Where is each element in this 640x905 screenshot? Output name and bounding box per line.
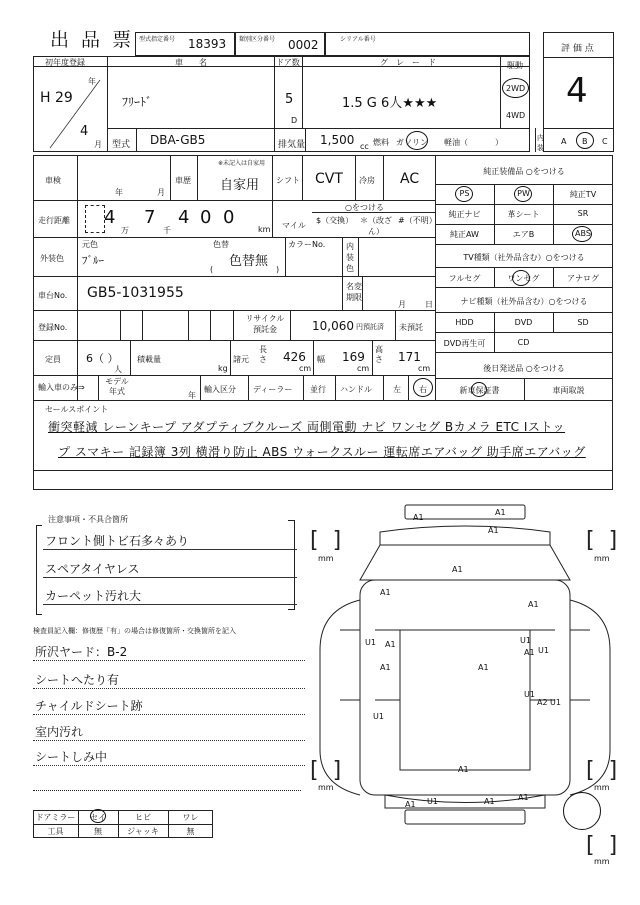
- shift-label: シフト: [276, 176, 300, 185]
- chassis-no: GB5-1031955: [87, 285, 184, 301]
- damage-mark: U1: [524, 690, 535, 699]
- damage-mark: A1: [385, 640, 396, 649]
- damage-mark: A1: [478, 663, 489, 672]
- handle-right: 右: [419, 385, 427, 394]
- damage-mark: A1: [484, 797, 495, 806]
- fuel-gas: ガソリン: [396, 138, 428, 147]
- note-2: スペアタイヤレス: [43, 560, 297, 578]
- len-value: 426: [283, 350, 306, 364]
- load-kg: kg: [218, 364, 228, 373]
- grade-points-label: 評 価 点: [561, 44, 594, 54]
- mileage-d4: 0: [200, 207, 212, 228]
- reg-label: 登録No.: [38, 323, 68, 332]
- dims-label: 諸元: [233, 355, 249, 364]
- damage-mark: A1: [495, 508, 506, 517]
- damage-mark: U1: [427, 797, 438, 806]
- first-reg-label: 初年度登録: [45, 58, 85, 67]
- damage-mark: A1: [413, 513, 424, 522]
- doors: 5: [285, 92, 294, 107]
- note-1: フロント側トビ石多々あり: [43, 532, 297, 550]
- width-value: 169: [342, 350, 365, 364]
- capacity-unit: 人: [114, 365, 122, 374]
- model-designation-label: 型式指定番号: [139, 36, 176, 43]
- handle-left: 左: [393, 385, 401, 394]
- car-name-label: 車 名: [175, 58, 207, 67]
- load-label: 積載量: [137, 355, 161, 364]
- color-label: 外装色: [40, 254, 64, 263]
- tools-label: 工具: [47, 827, 64, 836]
- damage-mark: A1: [488, 526, 499, 535]
- height-value: 171: [398, 350, 421, 364]
- later-warranty-circle: [471, 382, 487, 397]
- tire-rl-mm: mm: [318, 783, 334, 792]
- width-cm: cm: [357, 364, 370, 373]
- repaint-paren-close: ): [276, 265, 280, 274]
- equip-leather: 革シート: [507, 210, 540, 219]
- doors-label: ドア数: [276, 58, 300, 67]
- history-label: 車歴: [175, 176, 191, 185]
- later-manual: 車両取説: [552, 386, 585, 395]
- drive-label: 駆動: [507, 61, 523, 70]
- doors-sub: D: [291, 116, 298, 125]
- month: 4: [80, 124, 89, 139]
- equip-pw-circle: [514, 186, 532, 202]
- grade-label: グ レ ー ド: [380, 58, 436, 67]
- damage-mark: U1: [550, 698, 561, 707]
- era-year: H 29: [40, 90, 73, 106]
- grade-points-value: 4: [566, 71, 588, 111]
- tv-oneseg-circle: [512, 270, 530, 286]
- tire-fl-bracket: [ ]: [310, 528, 342, 553]
- damage-mark: A1: [458, 765, 469, 774]
- damage-mark: A1: [518, 793, 529, 802]
- repaint-paren-open: (: [210, 265, 214, 274]
- interior-a: A: [561, 137, 567, 146]
- inspector-2: シートへたり有: [33, 671, 305, 689]
- chassis-label: 車台No.: [38, 291, 68, 300]
- form-title: 出 品 票: [50, 29, 135, 51]
- history-value: 自家用: [220, 178, 260, 193]
- equip-title: 純正装備品 ○をつける: [483, 167, 565, 176]
- ac-value: AC: [400, 171, 420, 187]
- inspection-month-unit: 月: [157, 188, 165, 197]
- damage-mark: A1: [528, 600, 539, 609]
- tv-analog: アナログ: [567, 274, 599, 283]
- handle-right-circle: [413, 378, 433, 397]
- import-label: 輸入車のみ⇒: [38, 383, 85, 392]
- tv-full: フルセグ: [448, 274, 481, 283]
- mileage-u2: 千: [163, 226, 171, 235]
- interior-b: B: [582, 137, 588, 146]
- equip-tv: 純正TV: [569, 190, 597, 199]
- equip-ps: PS: [459, 189, 470, 198]
- sales-line-1: 衝突軽減 レーンキープ アダプティブクルーズ 両側電動 ナビ ワンセグ Bカメラ ETC Iストッ: [48, 420, 566, 434]
- len-cm: cm: [299, 364, 312, 373]
- mileage-u1: 万: [121, 226, 129, 235]
- drive-2wd: 2WD: [506, 84, 526, 93]
- height-cm: cm: [418, 364, 431, 373]
- damage-mark: A1: [452, 565, 463, 574]
- repaint-value: 色替無: [229, 254, 269, 269]
- interior-color-label: 内装色: [346, 242, 354, 273]
- name-change-day: 日: [425, 300, 433, 309]
- capacity-value: 6（ ）: [86, 352, 119, 365]
- navi-hdd: HDD: [455, 318, 474, 327]
- import-year-unit: 年: [188, 391, 196, 400]
- height-label: 高さ: [375, 345, 383, 364]
- equip-abs: ABS: [575, 229, 591, 238]
- later-warranty: 新車保証書: [459, 386, 500, 395]
- fuel-gas-circle: [406, 131, 428, 150]
- serial-label: シリアル番号: [340, 36, 376, 43]
- width-label: 幅: [317, 355, 325, 364]
- interior-b-circle: [576, 132, 594, 149]
- inspector-5: シートしみ中: [33, 748, 305, 766]
- import-type-label: 輸入区分: [204, 385, 236, 394]
- handle-label: ハンドル: [340, 385, 372, 394]
- mileage-d1: 4: [104, 207, 116, 228]
- tire-fr-bracket: [ ]: [586, 528, 618, 553]
- model-type: DBA-GB5: [150, 133, 206, 147]
- equip-aw: 純正AW: [450, 230, 479, 239]
- equip-abs-circle: [572, 226, 592, 242]
- navi-title: ナビ種類（社外品含む）○をつける: [460, 297, 588, 306]
- tire-fl-mm: mm: [318, 554, 334, 563]
- category-no: 0002: [288, 38, 319, 52]
- mileage-d2: 7: [144, 207, 156, 228]
- dvd-value: CD: [517, 338, 530, 347]
- mileage-digit-box-1: [85, 205, 105, 233]
- colorno-label: カラーNo.: [288, 240, 326, 249]
- inspector-1: 所沢ヤード：B-2: [33, 643, 305, 661]
- tv-title: TV種類（社外品含む）○をつける: [463, 253, 585, 262]
- history-note: ※未記入は自家用: [218, 160, 266, 167]
- crack-label: ヒビ: [135, 813, 151, 822]
- interior-label: 内装: [537, 134, 544, 152]
- mileage-label: 走行距離: [38, 216, 70, 225]
- year-unit: 年: [88, 77, 96, 86]
- mileage-km: km: [258, 225, 271, 234]
- equip-airbag: エアB: [512, 230, 535, 239]
- drive-2wd-circle: [502, 78, 529, 98]
- mileage-d3: 4: [178, 207, 190, 228]
- car-name: ﾌﾘｰﾄﾞ: [122, 95, 153, 109]
- tire-rr-mm: mm: [594, 783, 610, 792]
- damage-mark: A1: [380, 588, 391, 597]
- orig-color-label: 元色: [82, 240, 98, 249]
- mirror-label: ドアミラー: [35, 813, 76, 822]
- month-unit: 月: [94, 140, 102, 149]
- tv-oneseg: ワンセグ: [507, 274, 540, 283]
- grade: 1.5 G 6人★★★: [342, 96, 438, 111]
- cc-unit: cc: [360, 142, 369, 151]
- damage-mark: A1: [524, 648, 535, 657]
- mileage-circle-note: ○をつける: [345, 203, 384, 212]
- model-type-label: 型式: [112, 140, 131, 150]
- navi-sd: SD: [577, 318, 589, 327]
- damage-mark: U1: [538, 646, 549, 655]
- spare-bracket: [ ]: [586, 833, 618, 858]
- inspection-label: 車検: [45, 176, 61, 185]
- orig-color: ﾌﾞﾙｰ: [82, 254, 104, 267]
- interior-c: C: [602, 137, 608, 146]
- later-title: 後日発送品 ○をつける: [483, 364, 565, 373]
- recycle-label: リサイクル預託金: [245, 314, 285, 334]
- damage-mark: U1: [373, 712, 384, 721]
- serial-box: [325, 32, 530, 56]
- drive-4wd: 4WD: [506, 111, 526, 120]
- spare-tire: [563, 792, 601, 830]
- tire-rr-bracket: [ ]: [586, 758, 618, 783]
- spare-mm: mm: [594, 857, 610, 866]
- import-parallel: 並行: [310, 385, 326, 394]
- category-label: 類別区分番号: [239, 36, 276, 43]
- name-change-month: 月: [398, 300, 406, 309]
- fuel-diesel: 軽油（: [444, 138, 468, 147]
- mileage-unknown: #（不明）: [398, 216, 437, 225]
- import-dealer: ディーラー: [253, 385, 293, 394]
- mirror-value: セイ: [90, 813, 106, 822]
- len-label: 長さ: [259, 345, 267, 364]
- category-box: [235, 32, 325, 56]
- tire-fr-mm: mm: [594, 554, 610, 563]
- model-designation-no: 18393: [188, 37, 227, 51]
- sales-title: セールスポイント: [45, 405, 109, 414]
- inspector-4: 室内汚れ: [33, 723, 305, 741]
- repaint-label: 色替: [213, 240, 229, 249]
- navi-dvd: DVD: [514, 318, 533, 327]
- shift-value: CVT: [315, 171, 343, 187]
- equip-pw: PW: [517, 189, 530, 198]
- inspection-year-unit: 年: [115, 188, 123, 197]
- note-3: カーペット汚れ大: [43, 587, 297, 605]
- name-change-label: 名変期限: [346, 282, 362, 302]
- mileage-mile: マイル: [282, 221, 306, 230]
- model-year-label: モデル年式: [105, 377, 129, 396]
- equip-navi: 純正ナビ: [448, 210, 481, 219]
- fuel-label: 燃料: [373, 138, 389, 147]
- equip-ps-circle: [455, 186, 473, 202]
- jack-label: ジャッキ: [127, 827, 159, 836]
- recycle-unpaid: 未預託: [399, 323, 423, 332]
- jack-value: 無: [186, 827, 195, 836]
- recycle-value: 10,060: [312, 319, 354, 333]
- damage-mark: A1: [380, 663, 391, 672]
- mileage-exchange: $（交換）: [316, 216, 354, 225]
- inspector-title: 検査員記入欄：修復歴「有」の場合は修復箇所・交換箇所を記入: [33, 627, 236, 635]
- displacement-label: 排気量: [278, 140, 306, 150]
- mileage-modified: ＊（改ざん）: [360, 216, 392, 236]
- inspector-3: チャイルドシート跡: [33, 697, 305, 715]
- fuel-close: ）: [495, 138, 503, 147]
- model-designation-box: [135, 32, 235, 56]
- tools-value: 無: [94, 827, 102, 836]
- notes-title: 注意事項・不具合箇所: [48, 515, 128, 524]
- damage-mark: U1: [365, 638, 376, 647]
- damage-mark: A1: [405, 800, 416, 809]
- displacement: 1,500: [320, 133, 355, 147]
- damage-mark: U1: [520, 636, 531, 645]
- ac-label: 冷房: [359, 176, 375, 185]
- dvd-label: DVD再生可: [443, 339, 486, 348]
- mirror-circle: [90, 809, 106, 823]
- sales-line-2: プ スマキー 記録簿 3列 横滑り防止 ABS ウォークスルー 運転席エアバッグ 助手席エアバッグ: [58, 445, 586, 459]
- equip-sr: SR: [577, 209, 589, 218]
- recycle-paid: 円預託済: [356, 323, 384, 331]
- broken-label: ワレ: [182, 813, 199, 822]
- capacity-label: 定員: [45, 355, 61, 364]
- mileage-d5: 0: [223, 207, 235, 228]
- damage-mark: A2: [537, 698, 548, 707]
- tire-rl-bracket: [ ]: [310, 758, 342, 783]
